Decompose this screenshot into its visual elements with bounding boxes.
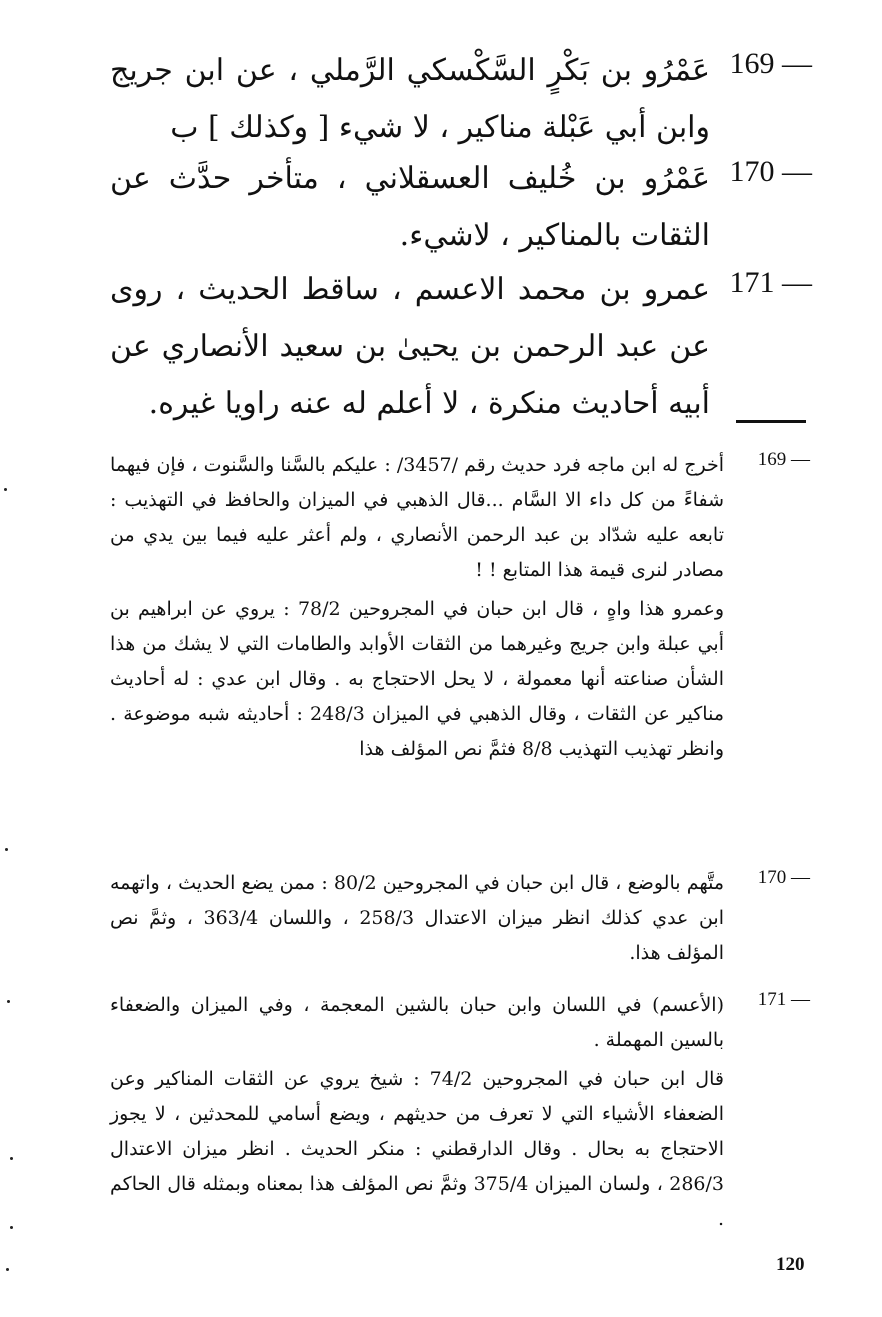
footnote-separator	[736, 420, 806, 423]
footnote-paragraph: أخرج له ابن ماجه فرد حديث رقم /3457/ : عليكم بالسَّنا والسَّنوت ، فإن فيهما شفاءً من كل داء الا السَّام ...قال الذهبي في الميزان والحافظ في التهذيب : تابعه عليه شدّاد بن عبد الرحمن الأنصاري ، ولم أعثر عليه فيما بين يدي من مصادر لنرى قيمة هذا المتابع ! !	[110, 454, 724, 581]
entry-number: 171 —	[729, 266, 812, 299]
scan-speck	[6, 1268, 9, 1271]
footnote-text	[110, 988, 724, 1237]
entry-169	[110, 42, 810, 156]
scan-speck	[10, 1226, 13, 1229]
page-number: 120	[776, 1254, 805, 1275]
scan-speck	[4, 488, 7, 491]
scan-speck	[5, 848, 8, 851]
footnote-169	[110, 448, 810, 767]
footnote-text	[110, 866, 724, 971]
entry-170	[110, 150, 810, 264]
entry-text: عَمْرُو بن بَكْرٍ السَّكْسكي الرَّملي ، عن ابن جريج وابن أبي عَبْلة مناكير ، لا شيء [ وكذلك ] ب	[110, 53, 710, 145]
footnote-171	[110, 988, 810, 1237]
footnote-text	[110, 448, 724, 767]
footnote-paragraph: قال ابن حبان في المجروحين 74/2 : شيخ يروي عن الثقات المناكير وعن الضعفاء الأشياء التي لا تعرف من حديثهم ، ويضع أسامي للمحدثين ، لا يجوز الاحتجاج به بحال . وقال الدارقطني : منكر الحديث . انظر ميزان الاعتدال 286/3 ، ولسان الميزان 375/4 وثمَّ نص المؤلف هذا بمعناه وبمثله قال الحاكم .	[110, 1068, 724, 1230]
entry-text: عَمْرُو بن خُليف العسقلاني ، متأخر حدَّث عن الثقات بالمناكير ، لاشيء.	[110, 161, 710, 253]
scan-speck	[10, 1157, 13, 1160]
footnote-number: 170 —	[757, 867, 810, 888]
entry-171	[110, 261, 810, 432]
footnote-number: 171 —	[757, 989, 810, 1010]
entry-number: 169 —	[729, 47, 812, 80]
footnote-paragraph: وعمرو هذا واهٍ ، قال ابن حبان في المجروحين 78/2 : يروي عن ابراهيم بن أبي عبلة وابن جريج وغيرهما من الثقات الأوابد والطامات التي لا يشك من هذا الشأن صناعته أنها معمولة ، لا يحل الاحتجاج به . وقال ابن عدي : له أحاديث مناكير عن الثقات ، وقال الذهبي في الميزان 248/3 : أحاديثه شبه موضوعة . وانظر تهذيب التهذيب 8/8 فثمَّ نص المؤلف هذا	[110, 598, 724, 760]
footnote-paragraph: متَّهم بالوضع ، قال ابن حبان في المجروحين 80/2 : ممن يضع الحديث ، واتهمه ابن عدي كذلك انظر ميزان الاعتدال 258/3 ، واللسان 363/4 ، وثمَّ نص المؤلف هذا.	[110, 872, 725, 964]
footnote-170	[110, 866, 810, 971]
entry-number: 170 —	[729, 155, 812, 188]
footnote-number: 169 —	[757, 449, 810, 470]
footnote-paragraph: (الأعسم) في اللسان وابن حبان بالشين المعجمة ، وفي الميزان والضعفاء بالسين المهملة .	[110, 994, 724, 1051]
entry-text: عمرو بن محمد الاعسم ، ساقط الحديث ، روى عن عبد الرحمن بن يحيىٰ بن سعيد الأنصاري عن أبيه أحاديث منكرة ، لا أعلم له عنه راويا غيره.	[110, 272, 710, 421]
scan-speck	[7, 1000, 10, 1003]
